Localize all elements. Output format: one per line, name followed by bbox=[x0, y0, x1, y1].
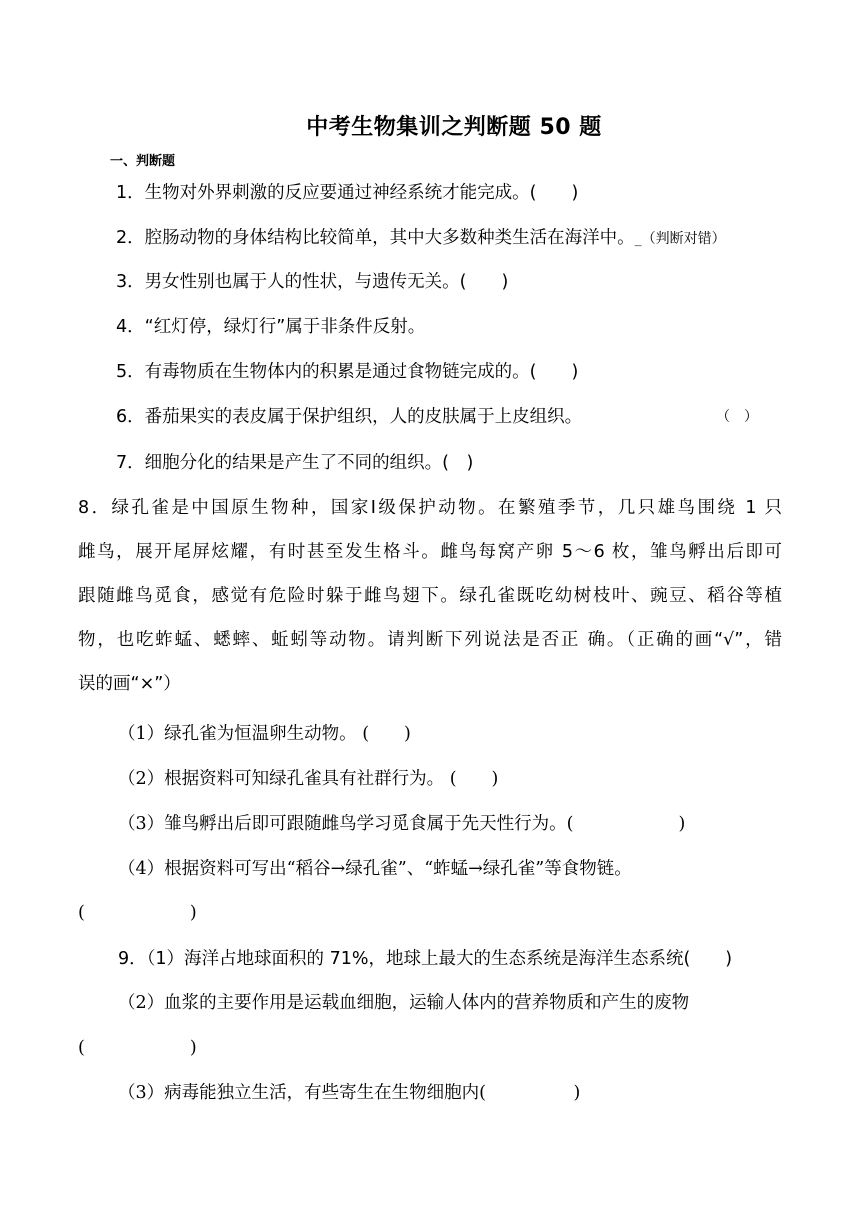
question-2-suffix: _（判断对错） bbox=[634, 231, 726, 247]
question-8-line-4: 物，也吃蚱蜢、蟋蟀、蚯蚓等动物。请判断下列说法是否正 确。（正确的画“√”，错 bbox=[78, 630, 782, 650]
question-3: 3．男女性别也属于人的性状，与遗传无关。( ) bbox=[116, 272, 509, 292]
question-9-sub-1: 9．（1）海洋占地球面积的 71%，地球上最大的生态系统是海洋生态系统( ) bbox=[118, 949, 733, 969]
question-8-line-1: 8．绿孔雀是中国原生物种，国家I级保护动物。在繁殖季节，几只雄鸟围绕 1 只 bbox=[78, 498, 782, 518]
question-8-sub-4: （4）根据资料可写出“稻谷→绿孔雀”、“蚱蜢→绿孔雀”等食物链。 bbox=[118, 859, 632, 879]
question-8-line-3: 跟随雌鸟觅食，感觉有危险时躲于雌鸟翅下。绿孔雀既吃幼树枝叶、豌豆、稻谷等植 bbox=[78, 586, 782, 606]
question-8-sub-3: （3）雏鸟孵出后即可跟随雌鸟学习觅食属于先天性行为。( ) bbox=[118, 814, 686, 834]
question-8-sub-1: （1）绿孔雀为恒温卵生动物。 ( ) bbox=[118, 724, 411, 744]
question-6-blank: （ ） bbox=[716, 409, 758, 425]
page-title: 中考生物集训之判断题 50 题 bbox=[306, 115, 602, 140]
question-5: 5．有毒物质在生物体内的积累是通过食物链完成的。( ) bbox=[116, 362, 579, 382]
section-heading: 一、判断题 bbox=[110, 154, 176, 169]
question-9-sub-2: （2）血浆的主要作用是运载血细胞，运输人体内的营养物质和产生的废物 bbox=[118, 993, 690, 1013]
question-2-text: 2．腔肠动物的身体结构比较简单，其中大多数种类生活在海洋中。 bbox=[116, 228, 635, 248]
question-7: 7．细胞分化的结果是产生了不同的组织。( ) bbox=[116, 453, 474, 473]
question-9-sub-2-blank: ( ) bbox=[78, 1038, 197, 1058]
question-4: 4．“红灯停，绿灯行”属于非条件反射。 bbox=[116, 317, 426, 337]
question-6: 6．番茄果实的表皮属于保护组织，人的皮肤属于上皮组织。 bbox=[116, 407, 583, 427]
question-1: 1．生物对外界刺激的反应要通过神经系统才能完成。( ) bbox=[116, 183, 579, 203]
question-9-sub-3: （3）病毒能独立生活，有些寄生在生物细胞内( ) bbox=[118, 1083, 581, 1103]
question-8-sub-2: （2）根据资料可知绿孔雀具有社群行为。 ( ) bbox=[118, 769, 499, 789]
question-2 bbox=[116, 226, 726, 251]
question-8-sub-4-blank: ( ) bbox=[78, 903, 197, 923]
question-8-line-5: 误的画“×”） bbox=[78, 674, 181, 694]
question-8-line-2: 雌鸟，展开尾屏炫耀，有时甚至发生格斗。雌鸟每窝产卵 5～6 枚，雏鸟孵出后即可 bbox=[78, 542, 782, 562]
